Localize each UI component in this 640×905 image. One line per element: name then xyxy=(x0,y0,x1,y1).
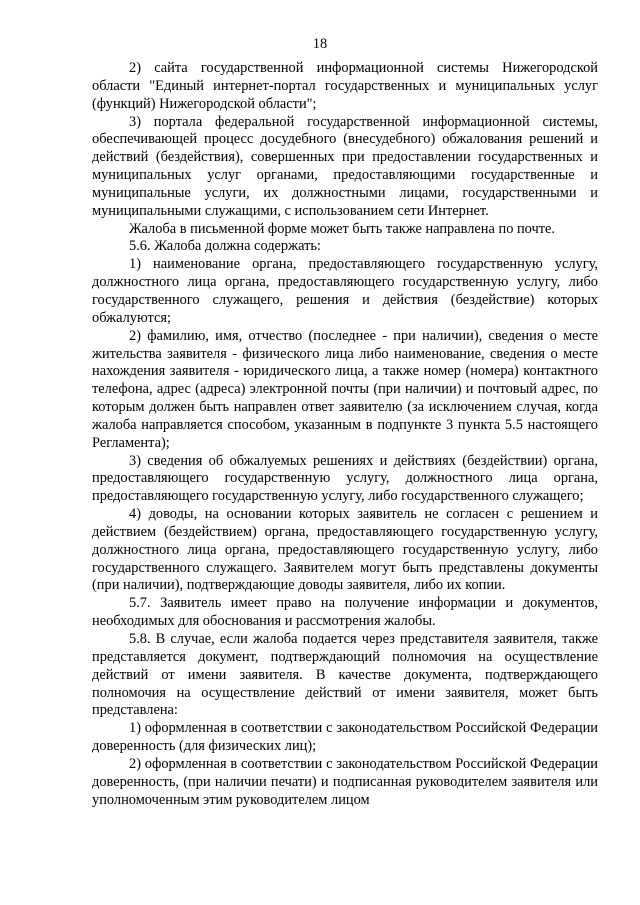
document-body xyxy=(92,60,598,809)
paragraph-5-6-item-2: 2) фамилию, имя, отчество (последнее - при наличии), сведения о месте жительства заявителя - физического лица либо наименование, сведения о месте нахождения заявителя - юридического лица, а также номер (номера) контактного телефона, адрес (адреса) электронной почты (при наличии) и почтовый адрес, по которым должен быть направлен ответ заявителю (за исключением случая, когда жалоба направляется способом, указанным в подпункте 3 пункта 5.5 настоящего Регламента); xyxy=(92,327,598,451)
paragraph-postal-complaint: Жалоба в письменной форме может быть также направлена по почте. xyxy=(129,220,556,237)
paragraph-5-6-item-1: 1) наименование органа, предоставляющего государственную услугу, должностного лица органа, предоставляющего государственную услугу, либо государственного служащего, решения и действия (бездействие) которых обжалуются; xyxy=(92,256,598,326)
paragraph-5-8-item-1: 1) оформленная в соответствии с законодательством Российской Федерации доверенность (для физических лиц); xyxy=(92,720,598,755)
page-number: 18 xyxy=(312,36,328,52)
section-5-6-heading: 5.6. Жалоба должна содержать: xyxy=(129,238,321,255)
paragraph-item-3-federal-portal: 3) портала федеральной государственной информационной системы, обеспечивающей процесс досудебного (внесудебного) обжалования решений и действий (бездействия), совершенных при предоставлении государственных и муниципальных услуг органами, предоставляющими государственные и муниципальные услуги, их должностными лицами, государственными и муниципальными служащими, с использованием сети Интернет. xyxy=(92,113,598,219)
paragraph-5-8-item-2: 2) оформленная в соответствии с законодательством Российской Федерации доверенность, (при наличии печати) и подписанная руководителем заявителя или уполномоченным этим руководителем лицом xyxy=(92,755,598,808)
paragraph-item-2-gis-portal: 2) сайта государственной информационной системы Нижегородской области "Единый интернет-портал государственных и муниципальных услуг (функций) Нижегородской области"; xyxy=(92,60,598,112)
section-5-8: 5.8. В случае, если жалоба подается через представителя заявителя, также представляется документ, подтверждающий полномочия на осуществление действий от имени заявителя. В качестве документа, подтверждающего полномочия на осуществление действий от имени заявителя, может быть представлена: xyxy=(92,631,598,719)
section-5-7: 5.7. Заявитель имеет право на получение информации и документов, необходимых для обоснования и рассмотрения жалобы. xyxy=(92,595,598,630)
paragraph-5-6-item-3: 3) сведения об обжалуемых решениях и действиях (бездействии) органа, предоставляющего государственную услугу, должностного лица органа, предоставляющего государственную услугу, либо государственного служащего; xyxy=(92,452,598,505)
paragraph-5-6-item-4: 4) доводы, на основании которых заявитель не согласен с решением и действием (бездействием) органа, предоставляющего государственную услугу, должностного лица органа, предоставляющего государственную услугу, либо государственного служащего. Заявителем могут быть представлены документы (при наличии), подтверждающие доводы заявителя, либо их копии. xyxy=(92,506,598,594)
